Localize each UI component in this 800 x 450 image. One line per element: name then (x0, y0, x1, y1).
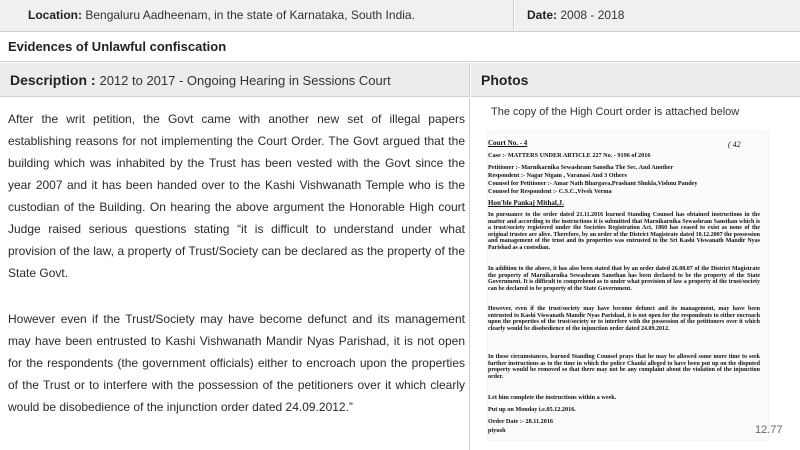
doc-signer: piyush (488, 427, 506, 434)
location-value: Bengaluru Aadheenam, in the state of Karnataka, South India. (85, 8, 415, 22)
location-cell (0, 0, 514, 31)
section-title: Evidences of Unlawful confiscation (0, 32, 800, 62)
doc-petitioner: Petitioner :- Marnikarnika Sewashram Sanstha The Sec. And Another (488, 164, 674, 171)
doc-counsel-respondent: Counsel for Respondent :- C.S.C.,Vivek Verma (488, 188, 612, 195)
doc-counsel-petitioner: Counsel for Petitioner :- Amar Nath Bhargava,Prashant Shukla,Vishnu Pandey (488, 180, 698, 187)
court-order-image (488, 132, 768, 440)
doc-judge: Hon'ble Pankaj Mithal,J. (488, 199, 564, 207)
doc-court-no: Court No. - 4 (488, 139, 528, 147)
doc-order-date: Order Date :- 28.11.2016 (488, 418, 554, 425)
doc-respondent: Respondent :- Nagar Nigam , Varanasi And 3 Others (488, 172, 627, 179)
doc-case: Case :- MATTERS UNDER ARTICLE 227 No. - 9196 of 2016 (488, 152, 651, 159)
description-value: 2012 to 2017 - Ongoing Hearing in Sessions Court (99, 73, 391, 88)
description-header (0, 63, 470, 97)
doc-line-2: Put up on Monday i.e.05.12.2016. (488, 406, 576, 413)
date-value: 2008 - 2018 (560, 8, 625, 22)
doc-para-4: In these circumstances, learned Standing Counsel prays that he may be allowed some more time to seek further instructions as to the time in which the police Chauki alleged to have been put up on the disputed property would be removed so that there may not be any complaint about the violation of the injunction order. (488, 354, 760, 380)
date-cell (515, 0, 800, 31)
description-paragraph-1: After the writ petition, the Govt came with another new set of illegal papers establishing reasons for not implementing the Court Order. The Govt argued that the building which was inhabited by the Trust has been vested with the Govt since the year 2007 and it has been handed over to the Kashi Vishwanath Temple who is the custodian of the Building. On hearing the above argument the Honorable High court Judge raised serious questions stating “it is difficult to understand under what provision of the law, a property of Trust/Society can be declared as the property of the State Govt. (8, 112, 465, 280)
date-label: Date: (527, 8, 558, 22)
photo-caption: The copy of the High Court order is attached below (491, 106, 740, 118)
description-column (0, 98, 470, 450)
doc-handwritten-mark: ( 42 (728, 140, 741, 149)
description-paragraph-2: However even if the Trust/Society may have become defunct and its management may have been entrusted to Kashi Vishwanath Mandir Nyas Parishad, it is not open for the respondents (the government officials) either to encroach upon the properties of the Trust or to interfere with the possession of the petitioners over it which clearly would be disobedience of the injunction order dated 24.09.2012.” (8, 312, 465, 414)
photos-header: Photos (471, 63, 800, 97)
page-number: 12.77 (755, 424, 783, 436)
header-row (0, 0, 800, 32)
location-label: Location: (28, 8, 82, 22)
doc-line-1: Let him complete the instructions within a week. (488, 394, 617, 401)
doc-para-3: However, even if the trust/society may have become defunct and its management, may have been entrusted to Kashi Viswanath Mandir Nyas Parishad, it is not open for the respondents to either encroach upon the properties of the trust/society or to interfere with the possession of the petitioners over it which clearly would be disobedience of the injunction order dated 24.09.2012. (488, 306, 760, 332)
doc-para-2: In addition to the above, it has also been stated that by an order dated 26.08.07 of the District Magistrate the property of Marnikarnika Sewashram Sansthan has been declared to be the property of the State Government. It is difficult to comprehend as to under what provision of law a property of the trust/society can be declared to be property of the State Government. (488, 266, 760, 292)
description-label: Description : (10, 72, 96, 88)
doc-para-1: In pursuance to the order dated 21.11.2016 learned Standing Counsel has obtained instructions in the matter and according to the instructions it is submitted that Marnikarnika Sewashram Sansthan which is a trust/society registered under the Societies Registration Act, 1860 has ceased to exist as none of the original trustee are alive. Therefore, by an order of the District Magistrate dated 10.12.2007 the possession and management of the trust and its properties was entrusted to the Sri Kashi Viswanath Mandir Nyas Parishad as a custodian. (488, 212, 760, 251)
